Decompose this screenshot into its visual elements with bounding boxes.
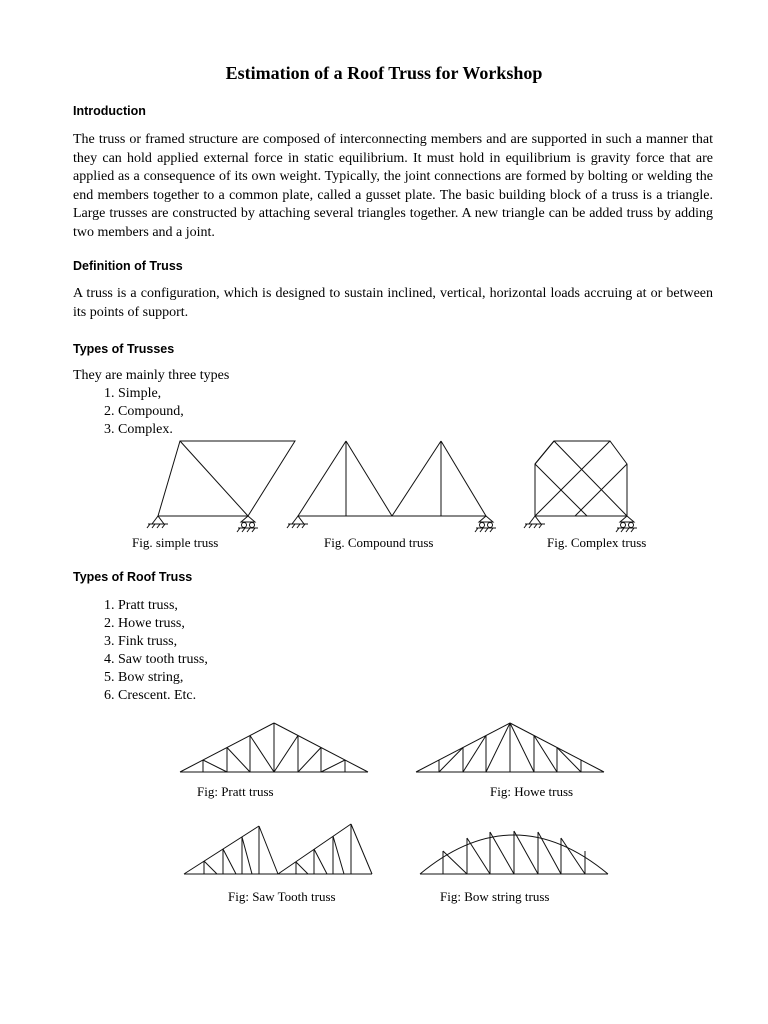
roof-truss-types-list	[96, 597, 208, 705]
list-item: 1. Simple,	[118, 385, 184, 403]
compound-truss-caption: Fig. Compound truss	[324, 535, 434, 550]
list-item: 6. Crescent. Etc.	[118, 687, 208, 705]
complex-truss-figure	[522, 436, 642, 536]
saw-tooth-truss-caption: Fig: Saw Tooth truss	[228, 889, 336, 904]
bow-string-truss-caption: Fig: Bow string truss	[440, 889, 550, 904]
list-item: 3. Complex.	[118, 421, 184, 439]
simple-truss-caption: Fig. simple truss	[132, 535, 219, 550]
list-item: 3. Fink truss,	[118, 633, 208, 651]
list-item: 2. Howe truss,	[118, 615, 208, 633]
definition-heading: Definition of Truss	[73, 259, 183, 273]
complex-truss-caption: Fig. Complex truss	[547, 535, 647, 550]
roller-support-icon	[475, 516, 496, 532]
pratt-truss-figure	[178, 720, 370, 776]
truss-types-list	[96, 385, 184, 439]
compound-truss-figure	[288, 436, 508, 536]
saw-tooth-truss-figure	[182, 822, 374, 878]
roller-support-icon	[237, 516, 258, 532]
list-item: 5. Bow string,	[118, 669, 208, 687]
roller-support-icon	[616, 516, 637, 532]
types-of-roof-truss-heading: Types of Roof Truss	[73, 570, 193, 584]
bow-string-truss-figure	[418, 822, 612, 878]
simple-truss-figure	[140, 436, 300, 536]
types-intro-text: They are mainly three types	[73, 368, 230, 383]
types-of-trusses-heading: Types of Trusses	[73, 342, 175, 356]
page-title: Estimation of a Roof Truss for Workshop	[225, 63, 543, 83]
introduction-heading: Introduction	[73, 104, 146, 118]
list-item: 4. Saw tooth truss,	[118, 651, 208, 669]
list-item: 1. Pratt truss,	[118, 597, 208, 615]
pin-support-icon	[147, 516, 168, 528]
howe-truss-figure	[414, 720, 606, 776]
howe-truss-caption: Fig: Howe truss	[490, 784, 574, 799]
definition-paragraph: A truss is a configuration, which is designed to sustain inclined, vertical, horizontal loads accruing at or between its points of support.	[73, 286, 713, 320]
introduction-paragraph: The truss or framed structure are composed of interconnecting members and are supported in such a manner that they can hold applied external force in static equilibrium. It must hold in equilibrium is gravity force that are applied as a consequence of its own weight. Typically, the joint connections are formed by bolting or welding the end members together to a common plate, called a gusset plate. The basic building block of a truss is a triangle. Large trusses are constructed by attaching several triangles together. A new triangle can be added truss by adding two members and a joint.	[73, 132, 713, 240]
pin-support-icon	[524, 516, 545, 528]
pratt-truss-caption: Fig: Pratt truss	[197, 784, 274, 799]
pin-support-icon	[287, 516, 308, 528]
list-item: 2. Compound,	[118, 403, 184, 421]
